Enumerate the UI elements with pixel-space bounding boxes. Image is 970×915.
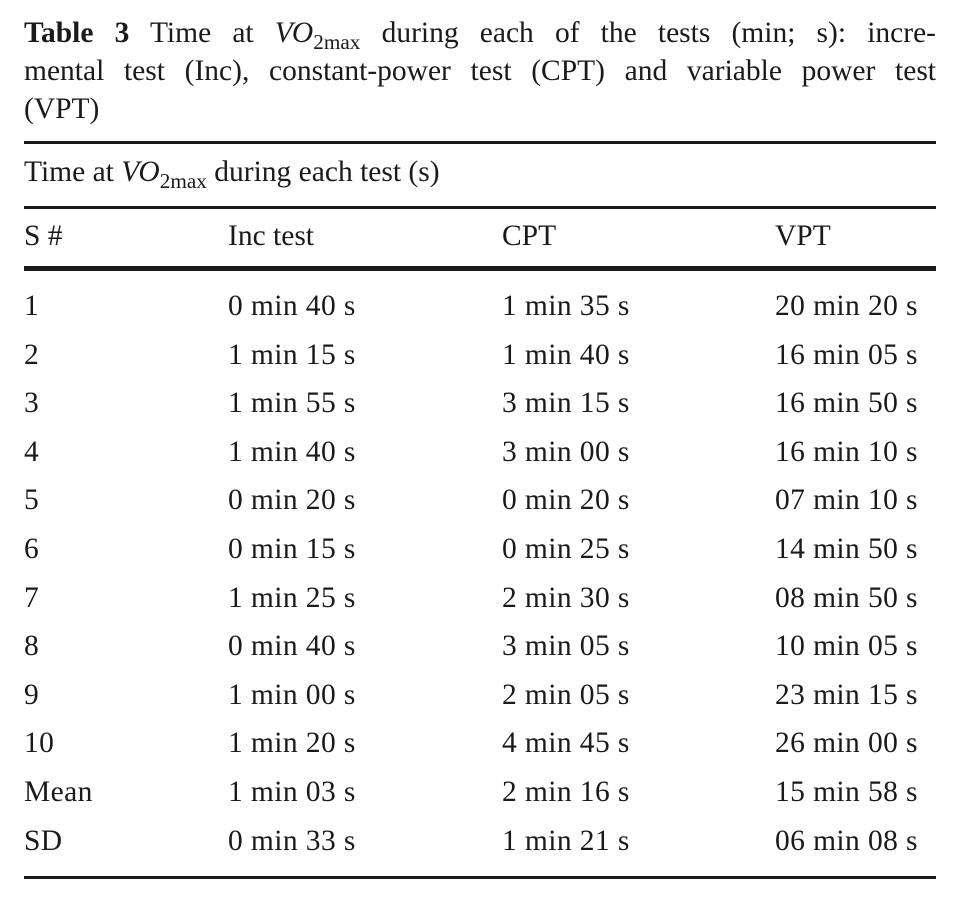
cell-cpt: 0 min 25 s [502,533,630,565]
spanning-header-vo: VO [121,156,160,188]
table-row [24,433,936,482]
caption-line-1 [24,14,936,52]
cell-inc-test: 0 min 40 s [228,630,356,663]
cell-vpt: 16 min 10 s [775,435,918,468]
table-row [24,724,936,773]
cell-inc-test: 1 min 55 s [228,387,356,420]
cell-vpt: 16 min 50 s [775,387,918,420]
spanning-header-pre: Time at [24,156,122,188]
cell-subject: 8 [24,630,40,663]
table-row [24,481,936,530]
table-row [24,822,936,871]
cell-cpt: 3 min 05 s [502,630,630,663]
caption-vo-subscript: 2max [313,29,361,54]
caption-label: Table 3 [24,17,130,49]
cell-subject: 4 [24,435,40,468]
table-row [24,287,936,336]
cell-cpt: 4 min 45 s [502,727,630,760]
caption-text-pre: Time at [149,17,275,49]
top-rule [24,141,936,144]
caption-text-post: during each of the tests (min; s): incre- [360,17,936,49]
cell-subject: 7 [24,581,40,614]
caption-line-3: (VPT) [24,93,100,125]
column-header-inc-test: Inc test [228,220,315,252]
cell-vpt: 07 min 10 s [775,484,918,517]
cell-inc-test: 1 min 15 s [228,338,356,371]
spanning-header-vo-subscript: 2max [159,168,207,193]
cell-inc-test: 0 min 15 s [228,533,356,565]
spanning-header-post: during each test (s) [206,156,440,188]
cell-subject: Mean [24,776,93,808]
cell-vpt: 26 min 00 s [775,727,918,760]
cell-cpt: 2 min 05 s [502,678,630,711]
column-header-vpt: VPT [775,220,831,252]
cell-vpt: 14 min 50 s [775,533,918,565]
cell-subject: SD [24,824,63,857]
cell-vpt: 10 min 05 s [775,630,918,663]
cell-subject: 9 [24,678,40,711]
header-rule [24,206,936,209]
cell-vpt: 08 min 50 s [775,581,918,614]
cell-subject: 10 [24,727,55,760]
cell-inc-test: 1 min 03 s [228,776,356,808]
cell-cpt: 3 min 15 s [502,387,630,420]
bottom-rule [24,876,936,879]
cell-cpt: 2 min 16 s [502,776,630,808]
cell-inc-test: 1 min 40 s [228,435,356,468]
column-header-subject: S # [24,220,63,252]
caption-vo: VO [274,17,314,49]
cell-inc-test: 1 min 20 s [228,727,356,760]
table-row [24,530,936,579]
cell-vpt: 16 min 05 s [775,338,918,371]
table-row [24,384,936,433]
cell-subject: 1 [24,290,40,322]
cell-subject: 6 [24,533,40,565]
column-header-cpt: CPT [502,220,557,252]
cell-subject: 3 [24,387,40,420]
table-row [24,579,936,628]
cell-cpt: 1 min 35 s [502,290,630,322]
cell-vpt: 23 min 15 s [775,678,918,711]
cell-vpt: 20 min 20 s [775,290,918,322]
cell-inc-test: 1 min 00 s [228,678,356,711]
table-row [24,773,936,822]
cell-inc-test: 0 min 40 s [228,290,356,322]
cell-inc-test: 0 min 20 s [228,484,356,517]
cell-inc-test: 0 min 33 s [228,824,356,857]
cell-vpt: 06 min 08 s [775,824,918,857]
table-row [24,336,936,385]
spanning-header [24,153,440,191]
cell-subject: 5 [24,484,40,517]
column-header-rule [24,266,936,271]
cell-cpt: 3 min 00 s [502,435,630,468]
cell-cpt: 2 min 30 s [502,581,630,614]
table-row [24,676,936,725]
table-row [24,627,936,676]
caption-line-2: mental test (Inc), constant-power test (CPT) and variable power test [24,55,936,87]
table-caption [24,14,936,128]
cell-cpt: 1 min 40 s [502,338,630,371]
cell-inc-test: 1 min 25 s [228,581,356,614]
cell-cpt: 1 min 21 s [502,824,630,857]
cell-subject: 2 [24,338,40,371]
cell-vpt: 15 min 58 s [775,776,918,808]
cell-cpt: 0 min 20 s [502,484,630,517]
